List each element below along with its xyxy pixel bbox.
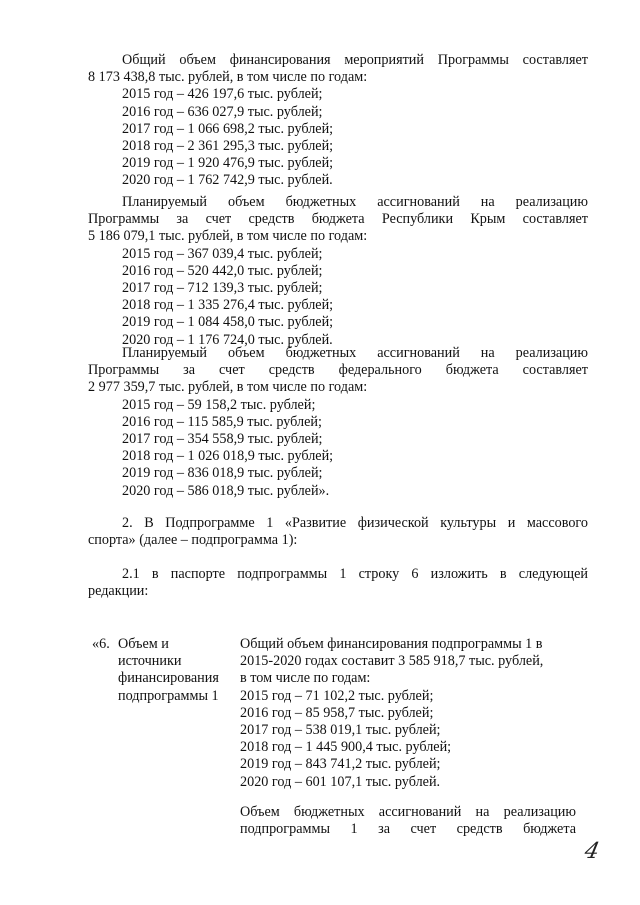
crimea-budget-block [88, 194, 588, 349]
year-line: 2019 год – 843 741,2 тыс. рублей; [240, 756, 441, 773]
year-line: 2017 год – 1 066 698,2 тыс. рублей; [122, 120, 334, 137]
paragraph-line: Планируемый объем бюджетных ассигнований на реализацию [122, 345, 588, 361]
federal-budget-block [88, 345, 588, 500]
year-line: 2018 год – 1 445 900,4 тыс. рублей; [240, 739, 452, 756]
year-line: 2016 год – 520 442,0 тыс. рублей; [122, 262, 323, 279]
paragraph-line: 2 977 359,7 тыс. рублей, в том числе по годам: [88, 379, 368, 396]
year-line: 2018 год – 1 335 276,4 тыс. рублей; [122, 297, 334, 314]
year-line: 2019 год – 836 018,9 тыс. рублей; [122, 465, 323, 482]
year-line: 2019 год – 1 084 458,0 тыс. рублей; [122, 314, 334, 331]
year-line: 2020 год – 1 762 742,9 тыс. рублей. [122, 172, 333, 189]
paragraph-line: Программы за счет средств бюджета Республики Крым составляет [88, 211, 588, 228]
paragraph-line: Программы за счет средств федерального бюджета составляет [88, 362, 588, 379]
year-line: 2017 год – 712 139,3 тыс. рублей; [122, 280, 323, 297]
paragraph-line: спорта» (далее – подпрограмма 1): [88, 532, 298, 549]
year-line: 2017 год – 538 019,1 тыс. рублей; [240, 722, 441, 739]
year-line: 2016 год – 636 027,9 тыс. рублей; [122, 103, 323, 120]
year-line: 2020 год – 586 018,9 тыс. рублей». [122, 482, 330, 499]
year-line: 2015 год – 59 158,2 тыс. рублей; [122, 396, 316, 413]
row-number: «6. [92, 636, 110, 652]
section-2-1-paragraph [88, 566, 588, 600]
label-line: подпрограммы 1 [118, 687, 219, 704]
label-line: Объем и [118, 636, 169, 652]
year-line: 2016 год – 85 958,7 тыс. рублей; [240, 704, 434, 721]
year-line: 2016 год – 115 585,9 тыс. рублей; [122, 413, 322, 430]
paragraph-line: 8 173 438,8 тыс. рублей, в том числе по годам: [88, 69, 368, 86]
paragraph-line: 5 186 079,1 тыс. рублей, в том числе по годам: [88, 228, 368, 245]
paragraph-line: редакции: [88, 583, 149, 600]
content-line: подпрограммы 1 за счет средств бюджета [240, 821, 576, 838]
year-line: 2015 год – 367 039,4 тыс. рублей; [122, 245, 323, 262]
year-line: 2017 год – 354 558,9 тыс. рублей; [122, 431, 323, 448]
content-line: 2015-2020 годах составит 3 585 918,7 тыс. рублей, [240, 653, 544, 670]
paragraph-line: Общий объем финансирования мероприятий Программы составляет [122, 52, 588, 68]
year-line: 2018 год – 1 026 018,9 тыс. рублей; [122, 448, 334, 465]
content-line: в том числе по годам: [240, 670, 371, 687]
paragraph-line: Планируемый объем бюджетных ассигнований на реализацию [122, 194, 588, 210]
content-line: Общий объем финансирования подпрограммы 1 в [240, 636, 543, 652]
row-label [118, 636, 236, 705]
content-line: Объем бюджетных ассигнований на реализацию [240, 804, 576, 820]
row-content [240, 636, 570, 791]
total-financing-block [88, 52, 588, 190]
section-2-paragraph [88, 515, 588, 549]
paragraph-line: 2.1 в паспорте подпрограммы 1 строку 6 изложить в следующей [122, 566, 588, 582]
year-line: 2020 год – 1 176 724,0 тыс. рублей. [122, 331, 333, 348]
label-line: источники [118, 653, 182, 670]
year-line: 2020 год – 601 107,1 тыс. рублей. [240, 773, 441, 790]
row-content-continued [240, 804, 576, 838]
label-line: финансирования [118, 670, 219, 687]
year-line: 2019 год – 1 920 476,9 тыс. рублей; [122, 155, 334, 172]
paragraph-line: 2. В Подпрограмме 1 «Развитие физической культуры и массового [122, 515, 588, 531]
year-line: 2015 год – 426 197,6 тыс. рублей; [122, 86, 323, 103]
page-number: 4 [582, 839, 602, 864]
year-line: 2018 год – 2 361 295,3 тыс. рублей; [122, 138, 334, 155]
year-line: 2015 год – 71 102,2 тыс. рублей; [240, 687, 434, 704]
